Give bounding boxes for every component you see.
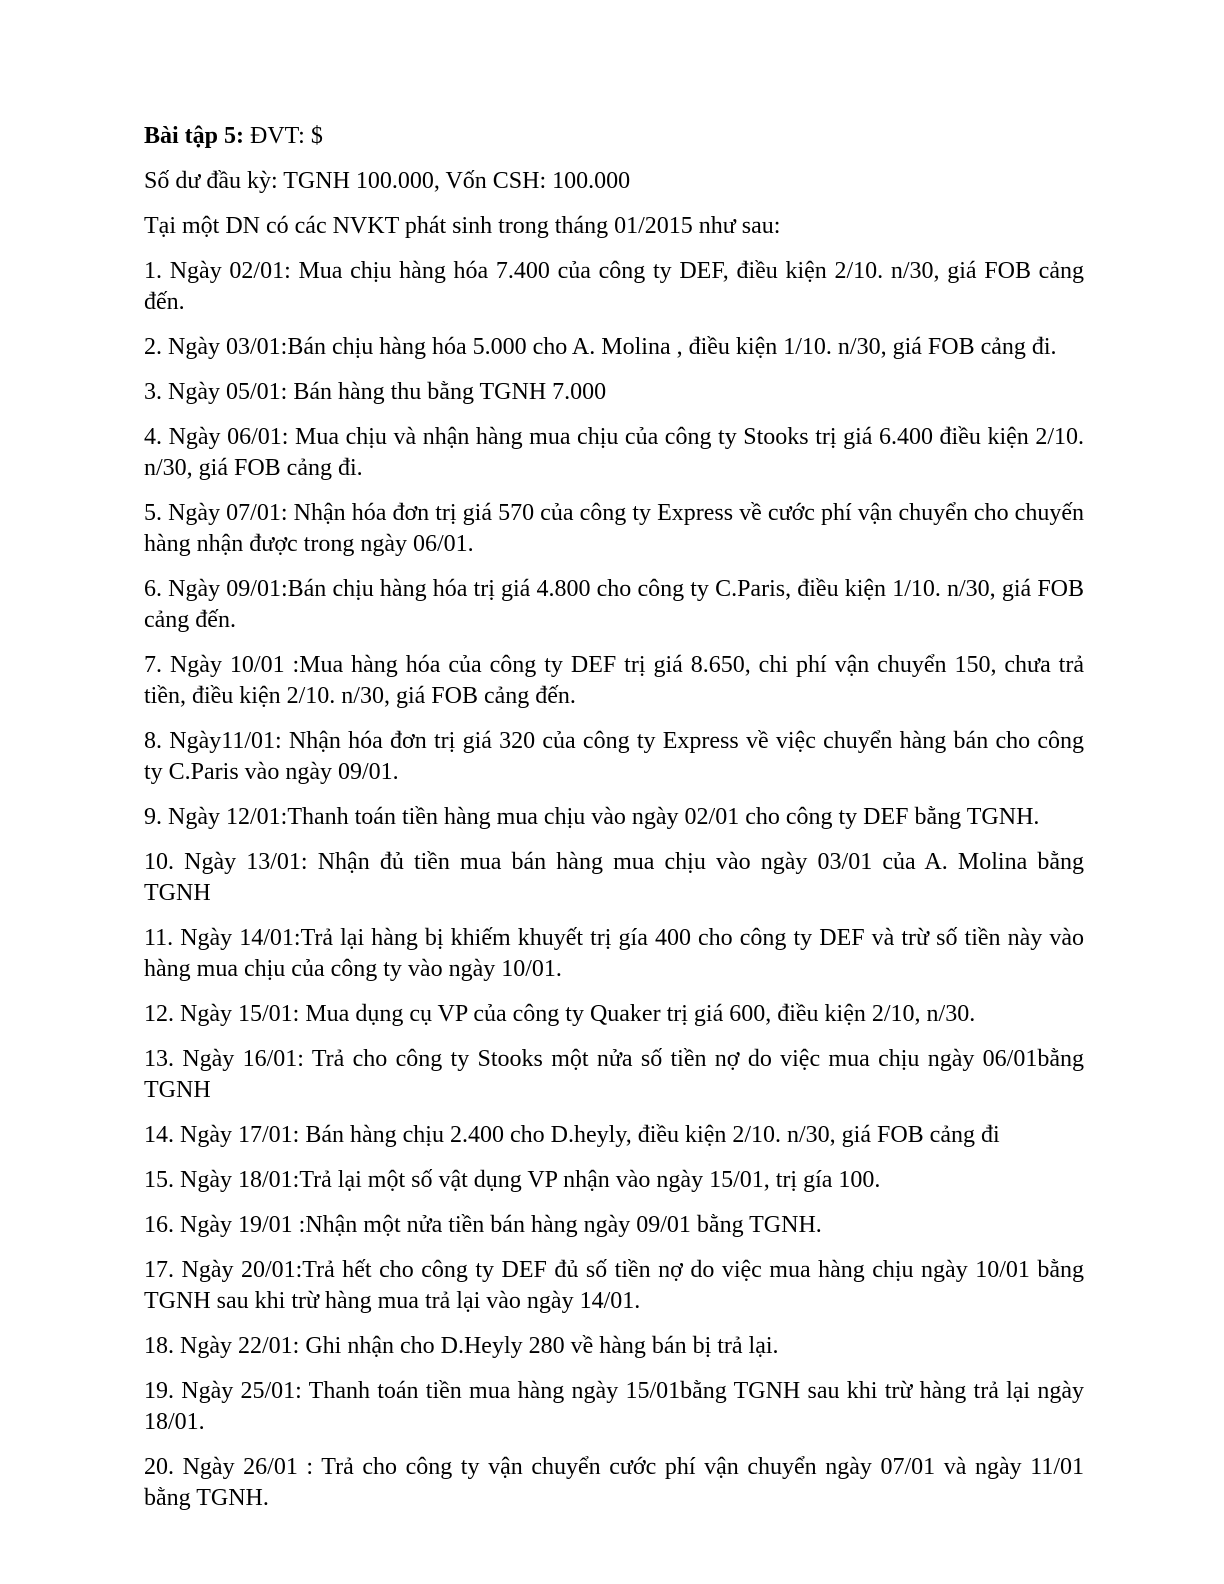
exercise-title-unit: ĐVT: $ <box>250 123 323 149</box>
transaction-item: 15. Ngày 18/01:Trả lại một số vật dụng VP nhận vào ngày 15/01, trị gía 100. <box>144 1167 881 1193</box>
transaction-item: 6. Ngày 09/01:Bán chịu hàng hóa trị giá 4.800 cho công ty C.Paris, điều kiện 1/10. n/30, giá FOB cảng đến. <box>144 576 1084 633</box>
transaction-item: 20. Ngày 26/01 : Trả cho công ty vận chuyển cước phí vận chuyển ngày 07/01 và ngày 11/01 bằng TGNH. <box>144 1454 1084 1511</box>
transaction-item: 1. Ngày 02/01: Mua chịu hàng hóa 7.400 của công ty DEF, điều kiện 2/10. n/30, giá FOB cảng đến. <box>144 258 1084 315</box>
transaction-item: 3. Ngày 05/01: Bán hàng thu bằng TGNH 7.000 <box>144 379 607 405</box>
intro-line: Tại một DN có các NVKT phát sinh trong tháng 01/2015 như sau: <box>144 213 781 239</box>
transaction-item: 13. Ngày 16/01: Trả cho công ty Stooks một nửa số tiền nợ do việc mua chịu ngày 06/01bằng TGNH <box>144 1046 1084 1103</box>
transaction-item: 11. Ngày 14/01:Trả lại hàng bị khiếm khuyết trị gía 400 cho công ty DEF và trừ số tiền này vào hàng mua chịu của công ty vào ngày 10/01. <box>144 925 1084 982</box>
transaction-list <box>144 256 1084 1514</box>
exercise-title <box>144 121 1084 152</box>
transaction-item: 7. Ngày 10/01 :Mua hàng hóa của công ty DEF trị giá 8.650, chi phí vận chuyển 150, chưa trả tiền, điều kiện 2/10. n/30, giá FOB cảng đến. <box>144 652 1084 709</box>
exercise-title-bold: Bài tập 5: <box>144 123 245 149</box>
transaction-item: 10. Ngày 13/01: Nhận đủ tiền mua bán hàng mua chịu vào ngày 03/01 của A. Molina bằng TGNH <box>144 849 1084 906</box>
transaction-item: 19. Ngày 25/01: Thanh toán tiền mua hàng ngày 15/01bằng TGNH sau khi trừ hàng trả lại ngày 18/01. <box>144 1378 1084 1435</box>
opening-balance-line: Số dư đầu kỳ: TGNH 100.000, Vốn CSH: 100.000 <box>144 168 631 194</box>
transaction-item: 12. Ngày 15/01: Mua dụng cụ VP của công ty Quaker trị giá 600, điều kiện 2/10, n/30. <box>144 1001 976 1027</box>
transaction-item: 14. Ngày 17/01: Bán hàng chịu 2.400 cho D.heyly, điều kiện 2/10. n/30, giá FOB cảng đi <box>144 1122 1000 1148</box>
transaction-item: 2. Ngày 03/01:Bán chịu hàng hóa 5.000 cho A. Molina , điều kiện 1/10. n/30, giá FOB cảng đi. <box>144 334 1057 360</box>
transaction-item: 9. Ngày 12/01:Thanh toán tiền hàng mua chịu vào ngày 02/01 cho công ty DEF bằng TGNH. <box>144 804 1040 830</box>
transaction-item: 18. Ngày 22/01: Ghi nhận cho D.Heyly 280 về hàng bán bị trả lại. <box>144 1333 779 1359</box>
transaction-item: 16. Ngày 19/01 :Nhận một nửa tiền bán hàng ngày 09/01 bằng TGNH. <box>144 1212 822 1238</box>
transaction-item: 8. Ngày11/01: Nhận hóa đơn trị giá 320 của công ty Express về việc chuyển hàng bán cho công ty C.Paris vào ngày 09/01. <box>144 728 1084 785</box>
transaction-item: 4. Ngày 06/01: Mua chịu và nhận hàng mua chịu của công ty Stooks trị giá 6.400 điều kiện 2/10. n/30, giá FOB cảng đi. <box>144 424 1084 481</box>
transaction-item: 5. Ngày 07/01: Nhận hóa đơn trị giá 570 của công ty Express về cước phí vận chuyển cho chuyến hàng nhận được trong ngày 06/01. <box>144 500 1084 557</box>
transaction-item: 17. Ngày 20/01:Trả hết cho công ty DEF đủ số tiền nợ do việc mua hàng chịu ngày 10/01 bằng TGNH sau khi trừ hàng mua trả lại vào ngày 14/01. <box>144 1257 1084 1314</box>
